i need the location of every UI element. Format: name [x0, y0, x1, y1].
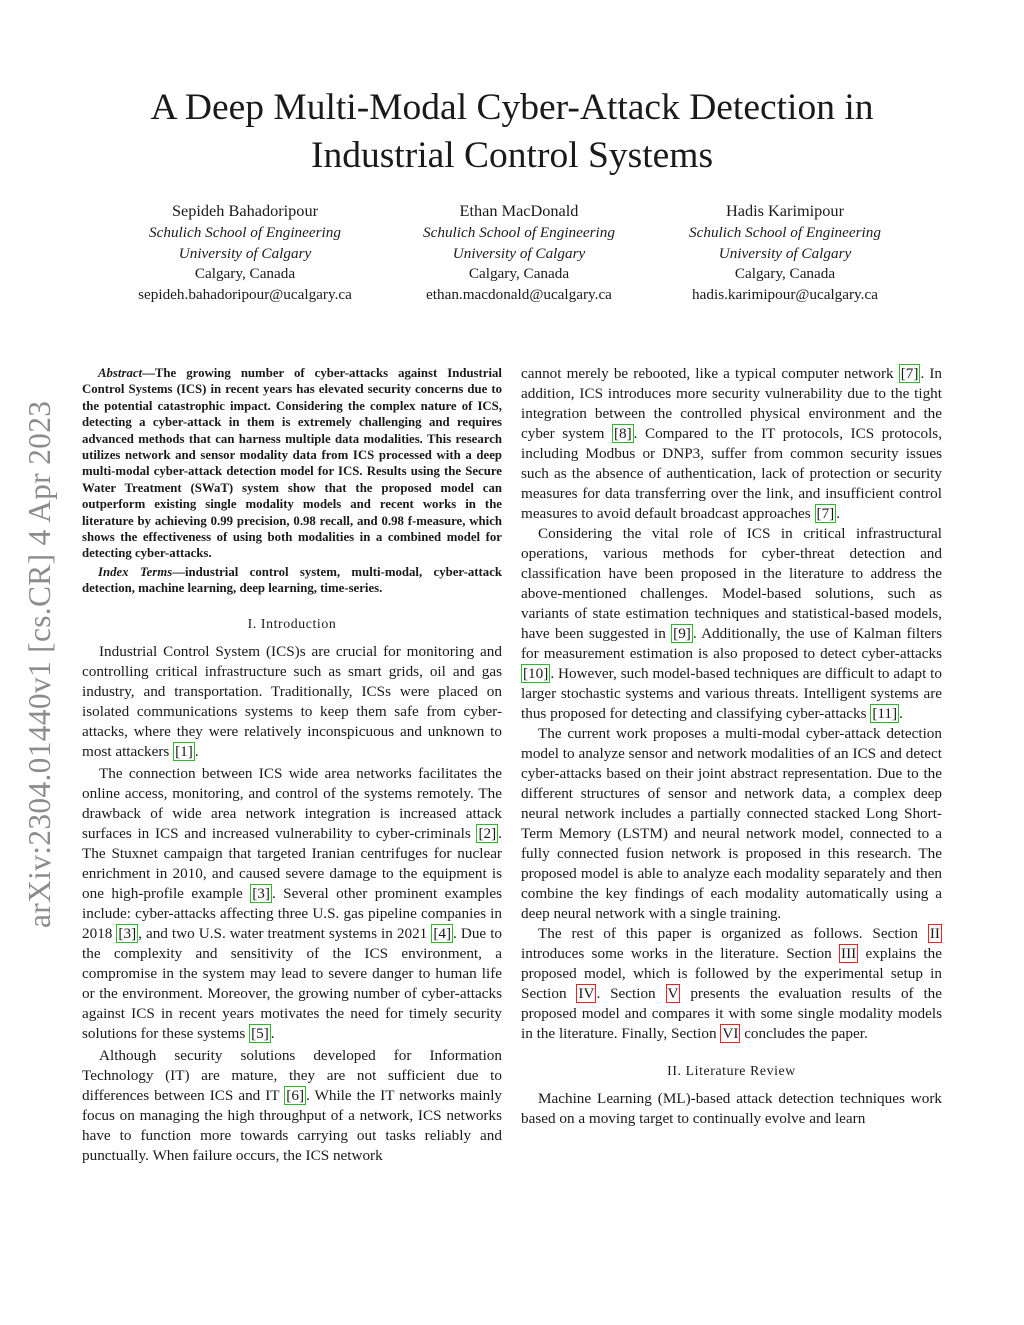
author-email: sepideh.bahadoripour@ucalgary.ca: [138, 286, 352, 304]
author-location: Calgary, Canada: [468, 265, 570, 283]
citation-link[interactable]: [4]: [433, 924, 452, 942]
intro-paragraph-1: Industrial Control System (ICS)s are crucial for monitoring and controlling critical infrastructure such as smart grids, oil and gas industry, and transportation. Traditionally, ICSs were placed on isolated communications systems to keep them safe from cyber-attacks, where they were relatively inconspicuous and unknown to most attackers [1] .: [82, 642, 502, 760]
section-link[interactable]: V: [667, 985, 679, 1002]
section-link[interactable]: III: [841, 945, 857, 962]
right-paragraph-2: Considering the vital role of ICS in critical infrastructural operations, various methods for cyber-threat detection and classification have been proposed in the literature to address the above-mentioned challenges. Model-based solutions, such as variants of state estimation techniques and statistical-based models, have been suggested in [9] . Additionally, the use of Kalman filters for measurement estimation is also proposed to detect cyber-attacks [10] . However, such model-based techniques are difficult to adapt to larger stochastic systems and various threats. Intelligent systems are thus proposed for detecting and classifying cyber-attacks [11] .: [521, 525, 942, 722]
author-location: Calgary, Canada: [734, 265, 836, 283]
right-column: [521, 364, 942, 1129]
citation-link[interactable]: [8]: [613, 425, 632, 442]
index-terms: [82, 564, 502, 597]
right-paragraph-4: The rest of this paper is organized as follows. Section II introduces some works in the literature. Section III explains the proposed model, which is followed by the experimental setup in Section IV . Section V presents the evaluation results of the proposed model and compares it with some single modality models in the literature. Finally, Section VI concludes the paper.: [521, 925, 942, 1042]
section-link[interactable]: VI: [722, 1025, 739, 1042]
citation-link[interactable]: [7]: [816, 505, 835, 522]
author-university: University of Calgary: [718, 244, 852, 262]
citation-link[interactable]: [9]: [673, 625, 691, 642]
intro-paragraph-2: The connection between ICS wide area networks facilitates the online access, monitoring, and control of the systems remotely. The drawback of wide area network integration is increased attack surfaces in ICS and increased vulnerability to cyber-criminals [2] . The Stuxnet campaign that targeted Iranian centrifuges for nuclear enrichment in 2010, and caused severe damage to the equipment is one high-profile example [3] . Several other prominent examples include: cyber-attacks affecting three U.S. gas pipeline companies in 2018 [3] , and two U.S. water treatment systems in 2021 [4] . Due to the complexity and sensitivity of the ICS environment, a compromise in the system may lead to severe danger to human life or the environment. Moreover, the growing number of cyber-attacks against ICS in recent years motivates the need for timely security solutions for these systems [5] .: [82, 764, 503, 1042]
author-name: Ethan MacDonald: [459, 201, 579, 220]
citation-link[interactable]: [10]: [523, 665, 549, 682]
left-column: [82, 365, 502, 1166]
citation-link[interactable]: [3]: [252, 884, 270, 902]
author-school: Schulich School of Engineering: [689, 223, 881, 241]
section-link[interactable]: II: [929, 925, 940, 942]
citation-link[interactable]: [6]: [286, 1086, 305, 1104]
author-2: [374, 201, 664, 306]
section-heading-literature-review: II. Literature Review: [667, 1063, 796, 1078]
author-university: University of Calgary: [178, 244, 312, 262]
author-email: ethan.macdonald@ucalgary.ca: [426, 286, 612, 304]
citation-link[interactable]: [2]: [478, 824, 497, 842]
intro-paragraph-3: Although security solutions developed for Information Technology (IT) are mature, they are not sufficient due to differences between ICS and IT [6] . While the IT networks mainly focus on managing the high throughput of a network, ICS networks have to function more towards carrying out tasks reliably and punctually. When failure occurs, the ICS network: [82, 1046, 503, 1164]
citation-link[interactable]: [11]: [872, 705, 898, 722]
index-terms-label: Index Terms: [98, 564, 173, 579]
right-paragraph-5: Machine Learning (ML)-based attack detection techniques work based on a moving target to continually evolve and learn: [521, 1090, 942, 1127]
author-school: Schulich School of Engineering: [423, 223, 615, 241]
citation-link[interactable]: [1]: [175, 742, 193, 760]
author-location: Calgary, Canada: [194, 265, 296, 283]
title-line-2: Industrial Control Systems: [310, 135, 714, 176]
title-line-1: A Deep Multi-Modal Cyber-Attack Detection in: [150, 87, 874, 128]
author-email: hadis.karimipour@ucalgary.ca: [692, 286, 878, 304]
section-link[interactable]: IV: [578, 985, 595, 1002]
author-1: [100, 201, 390, 306]
abstract-label: Abstract: [98, 366, 143, 380]
section-heading-introduction: I. Introduction: [247, 615, 337, 631]
author-name: Hadis Karimipour: [725, 201, 844, 220]
right-paragraph-3: The current work proposes a multi-modal cyber-attack detection model to analyze sensor and network modalities of an ICS and detect cyber-attacks based on their joint abstract representation. Due to the different structures of sensor and network data, a complex deep neural network includes a partially connected stacked Long Short-Term Memory (LSTM) and neural network model, connected to a fully connected fusion network is proposed in this research. The proposed model is able to analyze each modality separately and then combine the key findings of each modality automatically using a deep neural network with a single training.: [521, 725, 942, 922]
author-school: Schulich School of Engineering: [149, 223, 341, 241]
citation-link[interactable]: [7]: [900, 365, 919, 382]
paper-title: [90, 84, 934, 180]
author-university: University of Calgary: [452, 244, 586, 262]
author-3: [640, 201, 930, 306]
citation-link[interactable]: [5]: [251, 1024, 269, 1042]
citation-link[interactable]: [3]: [118, 924, 137, 942]
author-name: Sepideh Bahadoripour: [171, 201, 319, 220]
index-terms-text: —industrial control system, multi-modal, cyber-attack detection, machine learning, deep learning, time-series.: [82, 564, 502, 596]
arxiv-identifier: arXiv:2304.01440v1 [cs.CR] 4 Apr 2023: [22, 400, 57, 928]
right-paragraph-1: cannot merely be rebooted, like a typical computer network [7] . In addition, ICS introduces more security vulnerability due to the tight integration between the controlled physical environment and the cyber system [8] . Compared to the IT protocols, ICS protocols, including Modbus or DNP3, suffer from common security issues such as the absence of authentication, lack of protection or security measures for data transferring over the link, and insufficient control measures to avoid default broadcast approaches [7] .: [521, 365, 942, 522]
abstract: [82, 365, 502, 562]
abstract-text: —The growing number of cyber-attacks against Industrial Control Systems (ICS) in recent years has elevated security concerns due to the potential catastrophic impact. Considering the complex nature of ICS, detecting a cyber-attack in them is extremely challenging and requires advanced methods that can harness multiple data modalities. This research utilizes network and sensor modality data from ICS processed with a deep multi-modal cyber-attack detection model for ICS. Results using the Secure Water Treatment (SWaT) system show that the proposed model can outperform existing single modality models and recent works in the literature by achieving 0.99 precision, 0.98 recall, and 0.98 f-measure, which shows the effectiveness of using both modalities in a combined model for detecting cyber-attacks.: [82, 366, 502, 561]
